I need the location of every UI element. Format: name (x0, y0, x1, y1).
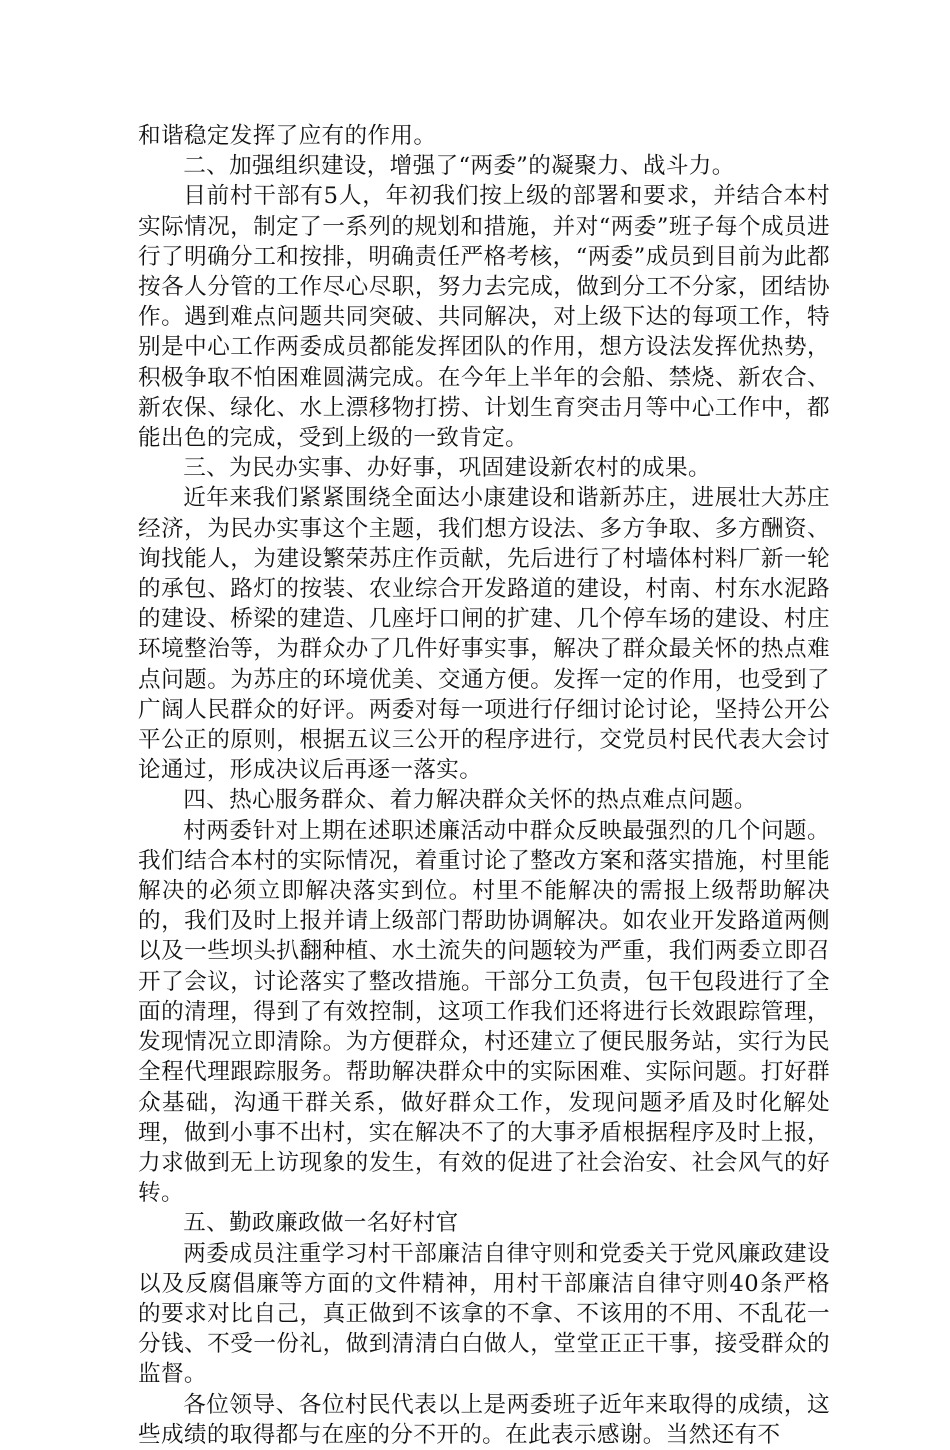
section-heading-3: 三、为民办实事、办好事，巩固建设新农村的成果。 (183, 455, 711, 482)
paragraph-continuation: 和谐稳定发挥了应有的作用。 (138, 123, 437, 149)
paragraph-service: 村两委针对上期在述职述廉活动中群众反映最强烈的几个问题。我们结合本村的实际情况，着重讨论了整改方案和落实措施，村里能解决的必须立即解决落实到位。村里不能解决的需报上级帮助解决的，我们及时上报并请上级部门帮助协调解决。如农业开发路道两侧以及一些坝头扒翻种植、水土流失的问题较为严重，我们两委立即召开了会议，讨论落实了整改措施。干部分工负责，包干包段进行了全面的清理，得到了有效控制，这项工作我们还将进行长效跟踪管理，发现情况立即清除。为方便群众，村还建立了便民服务站，实行为民全程代理跟踪服务。帮助解决群众中的实际困难、实际问题。打好群众基础，沟通干群关系，做好群众工作，发现问题矛盾及时化解处理，做到小事不出村，实在解决不了的大事矛盾根据程序及时上报，力求做到无上访现象的发生，有效的促进了社会治安、社会风气的好转。 (138, 817, 830, 1207)
section-heading-4: 四、热心服务群众、着力解决群众关怀的热点难点问题。 (183, 787, 757, 814)
paragraph-practical-affairs: 近年来我们紧紧围绕全面达小康建设和谐新苏庄，进展壮大苏庄经济，为民办实事这个主题，我们想方设法、多方争取、多方酬资、询找能人，为建设繁荣苏庄作贡献，先后进行了村墙体村料厂新一轮的承包、路灯的按装、农业综合开发路道的建设，村南、村东水泥路的建设、桥梁的建造、几座圩口闸的扩建、几个停车场的建设、村庄环境整治等，为群众办了几件好事实事，解决了群众最关怀的热点难点问题。为苏庄的环境优美、交通方便。发挥一定的作用，也受到了广阔人民群众的好评。两委对每一项进行仔细讨论讨论，坚持公开公平公正的原则，根据五议三公开的程序进行，交党员村民代表大会讨论通过，形成决议后再逐一落实。 (138, 485, 830, 784)
paragraph-closing: 各位领导、各位村民代表以上是两委班子近年来取得的成绩，这些成绩的取得都与在座的分不开的。在此表示感谢。当然还有不 (138, 1391, 830, 1448)
paragraph-integrity: 两委成员注重学习村干部廉洁自律守则和党委关于党风廉政建设以及反腐倡廉等方面的文件精神，用村干部廉洁自律守则40条严格的要求对比自己，真正做到不该拿的不拿、不该用的不用、不乱花一分钱、不受一份礼，做到清清白白做人，堂堂正正干事，接受群众的监督。 (138, 1240, 830, 1388)
paragraph-organization: 目前村干部有5人，年初我们按上级的部署和要求，并结合本村实际情况，制定了一系列的规划和措施，并对“两委”班子每个成员进行了明确分工和按排，明确责任严格考核，“两委”成员到目前为此都按各人分管的工作尽心尽职，努力去完成，做到分工不分家，团结协作。遇到难点问题共同突破、共同解决，对上级下达的每项工作，特别是中心工作两委成员都能发挥团队的作用，想方设法发挥优热势，积极争取不怕困难圆满完成。在今年上半年的会船、禁烧、新农合、新农保、绿化、水上漂移物打捞、计划生育突击月等中心工作中，都能出色的完成，受到上级的一致肯定。 (138, 183, 830, 452)
section-heading-5: 五、勤政廉政做一名好村官 (183, 1210, 459, 1237)
section-heading-2: 二、加强组织建设，增强了“两委”的凝聚力、战斗力。 (183, 153, 735, 180)
document-body (138, 121, 830, 1450)
